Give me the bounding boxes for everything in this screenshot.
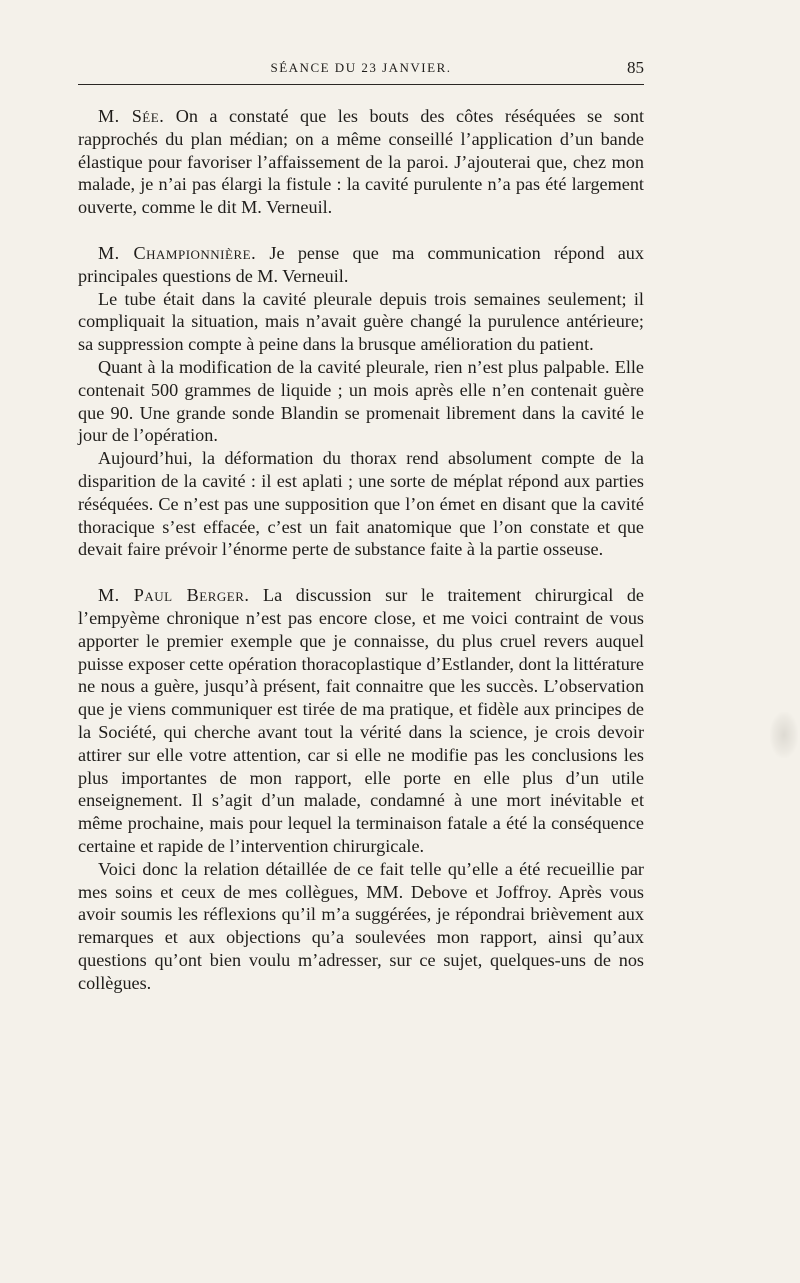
paragraph-tube: Le tube était dans la cavité pleurale depuis trois semaines seulement; il compliquait la situation, mais n’avait guère changé la purulence antérieure; sa suppression compte à peine dans la brusque amélioration du patient. xyxy=(78,288,644,355)
speaker-name: M. Paul Berger. xyxy=(98,585,250,606)
paragraph-championniere xyxy=(78,242,644,288)
paragraph-berger xyxy=(78,584,644,858)
body-text xyxy=(78,105,644,994)
speaker-name: M. Championnière. xyxy=(98,242,257,263)
paragraph-voici: Voici donc la relation détaillée de ce fait telle qu’elle a été recueillie par mes soins et ceux de mes collègues, MM. Debove et Joffroy. Après vous avoir soumis les réflexions qu’il m’a suggérées, je répondrai brièvement aux remarques et aux objections qu’a soulevées mon rapport, ainsi qu’aux questions qu’ont bien voulu m’adresser, sur ce sujet, quelques-uns de nos collègues. xyxy=(78,858,644,993)
page-header xyxy=(78,58,644,85)
paragraph-text: On a constaté que les bouts des côtes réséquées se sont rapprochés du plan médian; on a même conseillé l’application d’un bande élastique pour favoriser l’affaissement de la paroi. J’ajouterai que, chez mon malade, je n’ai pas élargi la fistule : la cavité purulente n’a pas été largement ouverte, comme le dit M. Verneuil. xyxy=(78,106,645,218)
paragraph-text: Je pense que ma communication répond aux principales questions de M. Verneuil. xyxy=(78,242,644,286)
paragraph-text: La discussion sur le traitement chirurgical de l’empyème chronique n’est pas encore close, et me voici contraint de vous apporter le premier exemple que je connaisse, du plus cruel revers auquel puisse exposer cette opération thoracoplastique d’Estlander, dont la littérature ne nous a guère, jusqu’à présent, fait connaitre que les succès. L’observation que je viens communiquer est tirée de ma pratique, et fidèle aux principes de la Société, qui cherche avant tout la vérité dans la science, je crois devoir attirer sur elle votre attention, car si elle ne modifie pas les conclusions les plus importantes de mon rapport, elle porte en elle plus d’un utile enseignement. Il s’agit d’un malade, condamné à une mort inévitable et même prochaine, mais pour lequel la terminaison fatale a été la conséquence certaine et rapide de l’intervention chirurgicale. xyxy=(78,585,644,856)
paragraph-see xyxy=(78,105,644,219)
paragraph-aujourdhui: Aujourd’hui, la déformation du thorax rend absolument compte de la disparition de la cavité : il est aplati ; une sorte de méplat répond aux parties réséquées. Ce n’est pas une supposition que l’on émet en disant que la cavité thoracique s’est effacée, c’est un fait anatomique que l’on constate et que devait faire prévoir l’énorme perte de substance faite à la partie osseuse. xyxy=(78,448,644,560)
paper-smudge xyxy=(770,712,798,758)
speaker-name: M. Sée. xyxy=(98,106,165,126)
paragraph-modification: Quant à la modification de la cavité pleurale, rien n’est plus palpable. Elle contenait 500 grammes de liquide ; un mois après elle n’en contenait guère que 90. Une grande sonde Blandin se promenait librement dans la cavité le jour de l’opération. xyxy=(78,356,644,446)
page-number: 85 xyxy=(627,58,644,77)
running-head: SÉANCE DU 23 JANVIER. xyxy=(270,60,452,75)
